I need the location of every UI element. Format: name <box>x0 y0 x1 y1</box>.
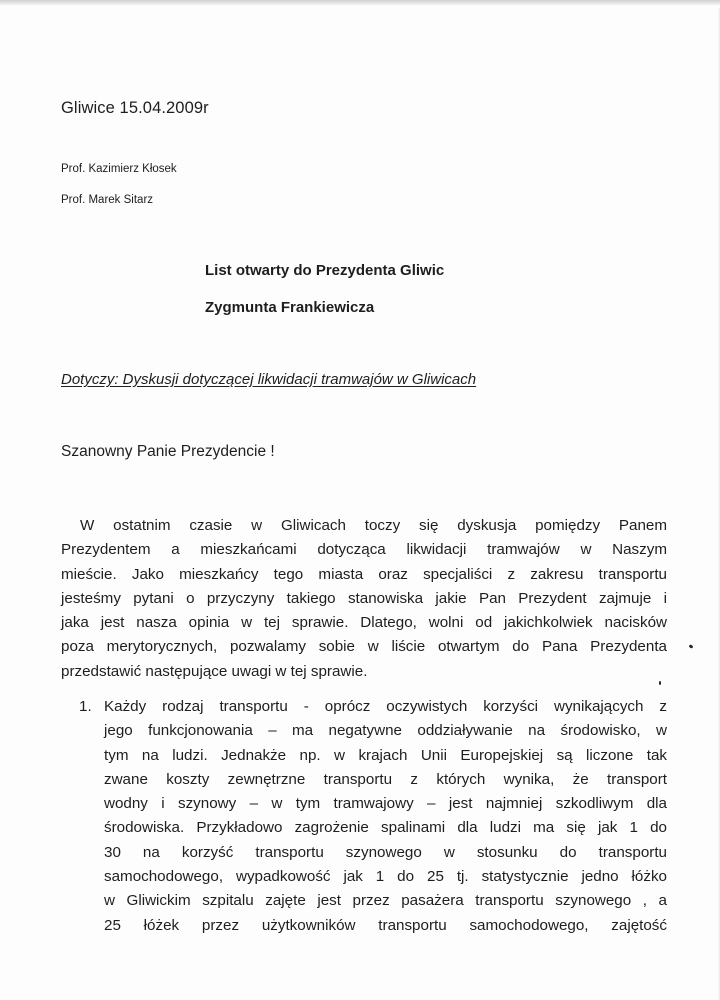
list-item-line: 25 łóżek przez użytkowników transportu samochodowego, zajętość <box>104 916 667 934</box>
salutation: Szanowny Panie Prezydencie ! <box>61 443 275 460</box>
list-item-line: Każdy rodzaj transportu - oprócz oczywistych korzyści wynikających z <box>104 698 667 715</box>
intro-line: jaka jest nasza opinia w tej sprawie. Dlatego, wolni od jakichkolwiek nacisków <box>61 614 667 632</box>
list-item <box>79 695 667 938</box>
place-and-date: Gliwice 15.04.2009r <box>61 99 209 117</box>
list-item-line: samochodowego, wypadkowość jak 1 do 25 tj. statystycznie jedno łóżko <box>104 868 667 886</box>
intro-line: W ostatnim czasie w Gliwicach toczy się dyskusja pomiędzy Panem <box>80 517 667 534</box>
list-item-number: 1. <box>79 698 92 715</box>
intro-line: jesteśmy pytani o przyczyny takiego stanowiska jakie Pan Prezydent zajmuje i <box>61 589 667 607</box>
intro-line: Prezydentem a mieszkańcami dotycząca likwidacji tramwajów w Naszym <box>61 541 667 559</box>
letter-title-line-1: List otwarty do Prezydenta Gliwic <box>205 262 445 279</box>
intro-line: mieście. Jako mieszkańcy tego miasta oraz specjaliści z zakresu transportu <box>61 565 667 583</box>
list-item-line: tym na ludzi. Jednakże np. w krajach Unii Europejskiej są liczone tak <box>104 746 667 764</box>
intro-paragraph <box>61 514 667 684</box>
letter-title-line-2: Zygmunta Frankiewicza <box>205 299 375 316</box>
scan-speck <box>689 644 694 649</box>
list-item-line: 30 na korzyść transportu szynowego w stosunku do transportu <box>104 843 667 861</box>
list-item-line: środowiska. Przykładowo zagrożenie spalinami dla ludzi ma się jak 1 do <box>104 819 667 837</box>
list-item-line: w Gliwickim szpitalu zajęte jest przez pasażera transportu szynowego , a <box>104 892 667 910</box>
intro-line: przedstawić następujące uwagi w tej sprawie. <box>61 662 368 680</box>
numbered-list <box>79 695 667 938</box>
list-item-line: wodny i szynowy – w tym tramwajowy – jest najmniej szkodliwym dla <box>104 795 667 813</box>
intro-line: poza merytorycznych, pozwalamy sobie w liście otwartym do Pana Prezydenta <box>61 638 667 656</box>
scan-top-shadow <box>0 0 720 6</box>
subject-line: Dotyczy: Dyskusji dotyczącej likwidacji tramwajów w Gliwicach <box>61 371 477 388</box>
scan-speck <box>659 681 661 685</box>
author-2: Prof. Marek Sitarz <box>61 194 154 206</box>
author-1: Prof. Kazimierz Kłosek <box>61 163 177 175</box>
list-item-line: zwane koszty zewnętrzne transportu z których wynika, że transport <box>104 770 667 788</box>
list-item-line: jego funkcjonowania – ma negatywne oddziaływanie na środowisko, w <box>104 722 667 740</box>
